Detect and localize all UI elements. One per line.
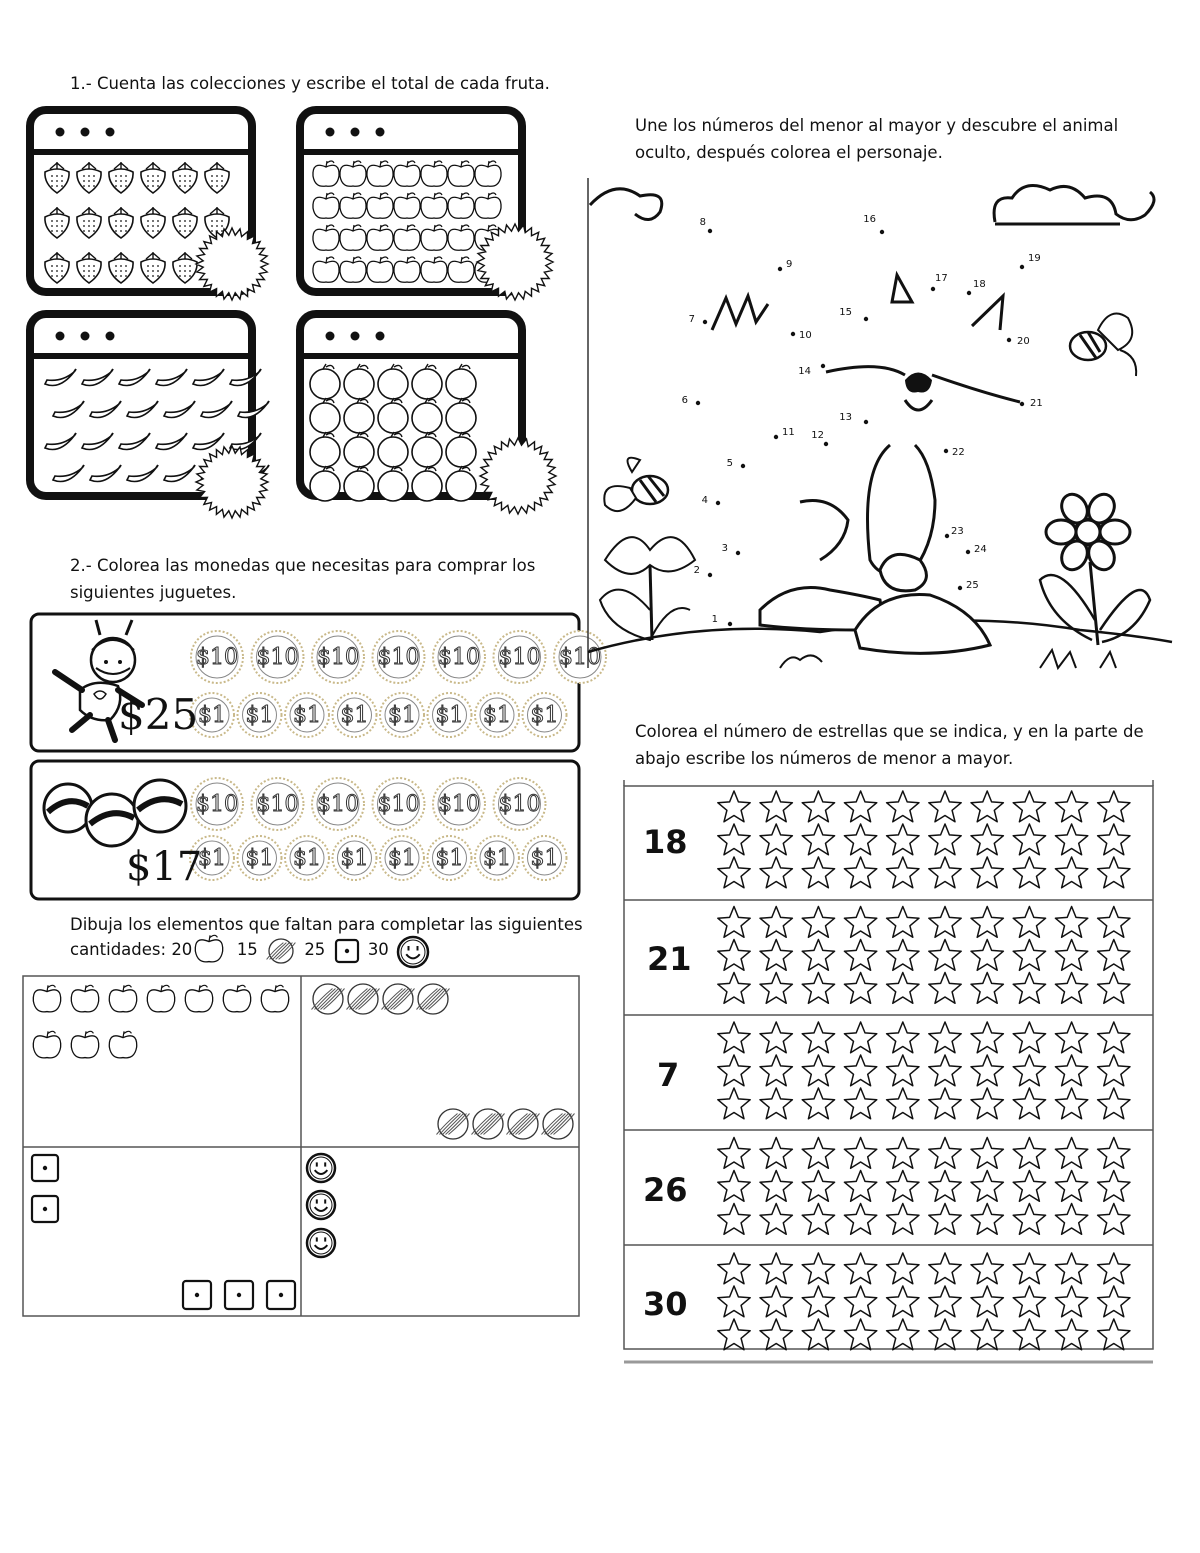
target-25: 25 [304,940,326,959]
star-icon [718,1055,750,1086]
star-icon [760,1204,792,1235]
dot-number: 3 [721,543,728,554]
star-icon [760,791,792,822]
dot-number: 22 [952,447,965,458]
section4-instruction-line2: oculto, después colorea el personaje. [635,143,943,162]
star-icon [760,1319,792,1350]
star-icon [971,1138,1003,1169]
star-icon [1013,907,1045,938]
dot-number: 17 [935,273,948,284]
star-icon [844,1022,876,1053]
svg-text:$10: $10 [377,792,420,817]
star-icon [1055,1204,1087,1235]
star-icon [1055,1138,1087,1169]
dot-number: 16 [863,214,876,225]
star-icon [1098,1088,1130,1119]
star-icon [760,1138,792,1169]
star-icon [760,857,792,888]
section3-prefix: cantidades: [70,940,167,959]
star-icon [760,1286,792,1317]
star-icon [1055,907,1087,938]
star-icon [1013,1022,1045,1053]
star-icon [1055,824,1087,855]
dot-number: 7 [688,314,695,325]
svg-text:$10: $10 [438,645,480,670]
star-icon [1055,1171,1087,1202]
star-icon [802,1204,834,1235]
star-icon [1098,1253,1130,1284]
star-icon [760,940,792,971]
star-icon [1098,973,1130,1004]
star-icon [1013,1088,1045,1119]
star-icon [844,973,876,1004]
star-icon [844,1055,876,1086]
star-icon [802,857,834,888]
star-icon [1013,1253,1045,1284]
dot-number: 24 [974,544,987,555]
star-icon [760,824,792,855]
star-icon [1098,940,1130,971]
star-icon [971,857,1003,888]
star-icon [802,1319,834,1350]
star-icon [971,1088,1003,1119]
star-icon [929,1138,961,1169]
dot-number: 8 [699,217,706,228]
star-icon [1013,791,1045,822]
star-icon [971,940,1003,971]
star-icon [844,791,876,822]
star-icon [1098,1204,1130,1235]
star-icon [718,1171,750,1202]
star-icon [1098,1286,1130,1317]
star-icon [802,1088,834,1119]
target-30: 30 [367,940,389,959]
svg-text:$10: $10 [256,792,299,817]
star-icon [1055,1055,1087,1086]
star-icon [887,1286,919,1317]
star-icon [971,1253,1003,1284]
dot-number: 15 [839,307,852,318]
star-icon [802,1171,834,1202]
section4-instruction-line1: Une los números del menor al mayor y descubre el animal [635,116,1119,135]
star-icon [929,1286,961,1317]
star-icon [929,1204,961,1235]
star-icon [929,857,961,888]
star-icon [929,1171,961,1202]
star-icon [887,1088,919,1119]
star-icon [929,824,961,855]
star-icon [718,1204,750,1235]
star-icon [844,1319,876,1350]
svg-text:$1: $1 [340,703,369,728]
star-row-number: 7 [657,1056,680,1094]
star-icon [718,1319,750,1350]
svg-text:$10: $10 [438,792,480,817]
section1-instruction: 1.- Cuenta las colecciones y escribe el total de cada fruta. [70,74,550,93]
star-icon [844,1138,876,1169]
star-icon [844,1204,876,1235]
star-icon [887,857,919,888]
star-icon [844,857,876,888]
star-icon [1013,973,1045,1004]
section2-instruction-line1: 2.- Colorea las monedas que necesitas para comprar los [70,556,536,575]
star-icon [887,1055,919,1086]
dot-number: 14 [798,366,811,377]
star-icon [718,1138,750,1169]
dot-number: 2 [693,565,700,576]
svg-text:$1: $1 [388,703,416,728]
star-icon [802,1138,834,1169]
star-icon [844,907,876,938]
star-icon [929,1055,961,1086]
star-icon [1013,824,1045,855]
star-icon [1013,1286,1045,1317]
star-icon [1055,940,1087,971]
svg-text:$1: $1 [435,703,464,728]
star-icon [1098,857,1130,888]
star-icon [887,1319,919,1350]
star-icon [802,907,834,938]
star-icon [929,973,961,1004]
star-icon [718,940,750,971]
star-icon [929,1022,961,1053]
star-icon [844,940,876,971]
svg-text:$10: $10 [559,645,601,670]
star-icon [1055,857,1087,888]
svg-text:$1: $1 [340,846,369,871]
star-icon [802,1253,834,1284]
star-icon [760,973,792,1004]
star-icon [1013,1171,1045,1202]
svg-text:$1: $1 [245,846,274,871]
star-icon [844,1088,876,1119]
star-icon [760,1022,792,1053]
star-icon [718,1253,750,1284]
dot-number: 10 [799,330,812,341]
star-icon [802,824,834,855]
star-icon [887,940,919,971]
doll-price: $25 [118,690,199,739]
star-icon [1013,857,1045,888]
star-icon [1098,907,1130,938]
star-icon [929,791,961,822]
star-icon [971,1286,1003,1317]
star-icon [1098,1138,1130,1169]
star-icon [887,791,919,822]
star-icon [1055,1286,1087,1317]
star-icon [1098,1171,1130,1202]
star-icon [1098,1319,1130,1350]
star-icon [971,824,1003,855]
svg-text:$1: $1 [198,846,226,871]
dot-number: 9 [786,259,793,270]
dot-number: 13 [839,412,852,423]
star-icon [887,1253,919,1284]
star-icon [971,791,1003,822]
star-icon [844,1171,876,1202]
target-20: 20 [171,940,193,959]
star-icon [887,824,919,855]
target-15: 15 [236,940,258,959]
svg-text:$1: $1 [530,703,559,728]
dot-number: 6 [681,395,688,406]
star-icon [802,1286,834,1317]
svg-text:$10: $10 [377,645,420,670]
dot-number: 4 [701,495,708,506]
star-icon [844,1286,876,1317]
star-icon [1013,1204,1045,1235]
svg-text:$10: $10 [498,645,541,670]
star-row-number: 26 [643,1171,688,1209]
star-icon [718,907,750,938]
dot-number: 19 [1028,253,1041,264]
svg-text:$10: $10 [498,792,541,817]
star-icon [971,907,1003,938]
star-icon [1013,1319,1045,1350]
star-icon [1013,940,1045,971]
star-icon [1098,791,1130,822]
dot-number: 18 [973,279,986,290]
star-icon [971,973,1003,1004]
star-icon [1013,1055,1045,1086]
star-icon [844,1253,876,1284]
star-icon [971,1022,1003,1053]
star-icon [971,1055,1003,1086]
star-row-number: 18 [643,823,688,861]
svg-text:$1: $1 [245,703,274,728]
star-icon [1055,791,1087,822]
section2-instruction-line2: siguientes juguetes. [70,583,237,602]
star-icon [718,857,750,888]
star-icon [887,1022,919,1053]
star-icon [844,824,876,855]
star-icon [887,1171,919,1202]
star-icon [929,1253,961,1284]
star-icon [760,1171,792,1202]
svg-text:$10: $10 [196,792,238,817]
svg-text:$10: $10 [317,792,359,817]
svg-text:$1: $1 [198,703,226,728]
star-icon [929,1319,961,1350]
star-icon [887,973,919,1004]
star-icon [929,940,961,971]
dot-number: 1 [711,614,718,625]
svg-text:$1: $1 [293,703,321,728]
star-icon [1055,1022,1087,1053]
svg-text:$1: $1 [435,846,464,871]
dot-number: 12 [811,430,824,441]
svg-text:$1: $1 [388,846,416,871]
star-icon [971,1171,1003,1202]
star-icon [1055,973,1087,1004]
star-icon [1055,1253,1087,1284]
svg-text:$1: $1 [483,846,511,871]
svg-text:$10: $10 [317,645,359,670]
star-icon [802,1022,834,1053]
dot-number: 23 [951,526,964,537]
star-icon [1098,1022,1130,1053]
star-icon [887,907,919,938]
star-icon [802,940,834,971]
star-icon [760,1253,792,1284]
section5-instruction-line1: Colorea el número de estrellas que se indica, y en la parte de [635,722,1144,741]
star-icon [718,824,750,855]
dot-number: 21 [1030,398,1043,409]
svg-text:$1: $1 [483,703,511,728]
dot-number: 5 [726,458,733,469]
dot-number: 11 [782,427,795,438]
star-icon [1013,1138,1045,1169]
star-icon [971,1204,1003,1235]
star-icon [718,1088,750,1119]
svg-text:$10: $10 [256,645,299,670]
star-icon [1098,824,1130,855]
section3-instruction-line1: Dibuja los elementos que faltan para completar las siguientes [70,915,583,934]
star-icon [718,791,750,822]
star-icon [760,1088,792,1119]
star-icon [802,973,834,1004]
star-icon [718,973,750,1004]
star-row-number: 21 [647,940,692,978]
svg-text:$1: $1 [530,846,559,871]
star-icon [929,1088,961,1119]
dot-number: 20 [1017,336,1030,347]
star-icon [1055,1088,1087,1119]
star-icon [718,1022,750,1053]
star-icon [929,907,961,938]
star-icon [971,1319,1003,1350]
star-icon [1055,1319,1087,1350]
star-icon [802,791,834,822]
star-icon [887,1138,919,1169]
star-icon [760,1055,792,1086]
svg-text:$10: $10 [196,645,238,670]
star-row-number: 30 [643,1285,688,1323]
star-icon [760,907,792,938]
dot-number: 25 [966,580,979,591]
star-icon [802,1055,834,1086]
star-icon [1098,1055,1130,1086]
star-icon [718,1286,750,1317]
svg-text:$1: $1 [293,846,321,871]
star-icon [887,1204,919,1235]
marbles-price: $17 [126,844,203,890]
section5-instruction-line2: abajo escribe los números de menor a mayor. [635,749,1014,768]
